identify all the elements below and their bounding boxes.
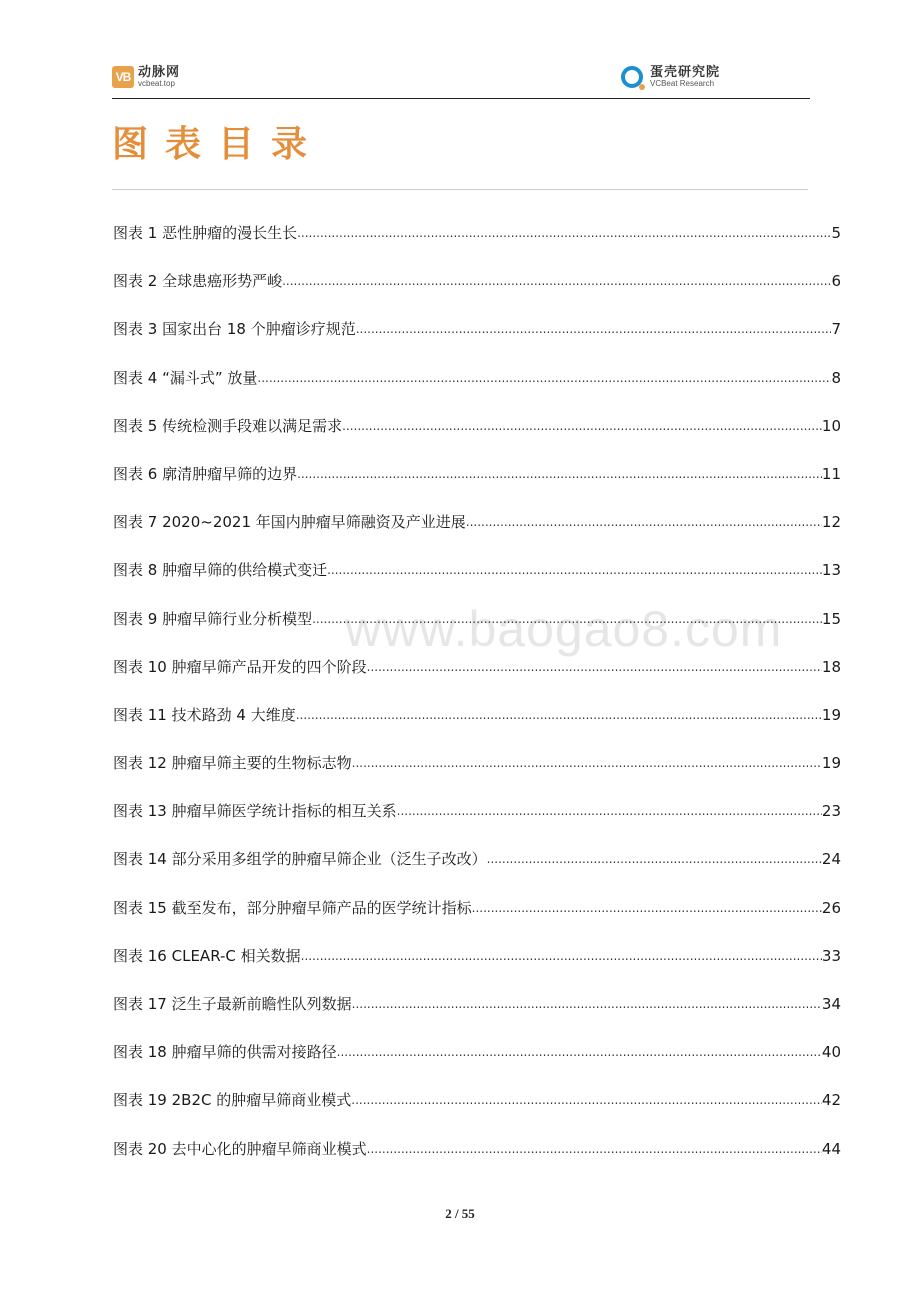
toc-entry[interactable] [113,1089,841,1137]
toc-entry-label: 图表 4 “漏斗式” 放量 [113,368,258,387]
toc-dot-leader [297,222,831,244]
toc-entry-page: 13 [821,561,841,580]
toc-entry-page: 24 [821,850,841,869]
toc-entry-page: 40 [821,1043,841,1062]
toc-entry-label: 图表 2 全球患癌形势严峻 [113,272,283,291]
toc-entry-page: 33 [821,946,841,965]
vb-logo-icon: VB [112,66,134,88]
toc-entry-label: 图表 17 泛生子最新前瞻性队列数据 [113,995,352,1013]
toc-entry-label: 图表 18 肿瘤早筛的供需对接路径 [113,1043,337,1062]
watermark: www.baogao8.com [345,601,783,657]
header-divider [112,98,810,99]
toc-dot-leader [397,800,822,822]
toc-dot-leader [367,656,822,678]
toc-entry-label: 图表 19 2B2C 的肿瘤早筛商业模式 [113,1091,352,1110]
toc-entry-page: 10 [821,416,841,435]
toc-entry[interactable] [113,1138,841,1186]
toc-entry-page: 19 [821,754,841,773]
toc-dot-leader [472,897,822,919]
toc-entry[interactable] [113,608,841,656]
toc-dot-leader [351,1089,822,1111]
toc-entry-label: 图表 3 国家出台 18 个肿瘤诊疗规范 [113,320,356,339]
toc-entry[interactable] [113,559,841,607]
page-header [112,62,810,99]
toc-entry[interactable] [113,897,841,945]
toc-entry-page: 11 [821,464,841,483]
research-logo-icon [621,66,643,88]
toc-entry-label: 图表 6 廓清肿瘤早筛的边界 [113,464,298,483]
toc-entry[interactable] [113,752,841,800]
toc-entry[interactable] [113,270,841,318]
toc-entry-page: 23 [821,802,841,821]
toc-entry-page: 7 [831,320,841,339]
toc-entry-label: 图表 14 部分采用多组学的肿瘤早筛企业（泛生子改改） [113,850,487,869]
toc-dot-leader [342,415,822,437]
toc-dot-leader [282,270,831,292]
toc-entry[interactable] [113,993,841,1041]
toc-entry-label: 图表 7 2020~2021 年国内肿瘤早筛融资及产业进展 [113,513,466,532]
toc-dot-leader [257,367,831,389]
vcbeat-logo-name: 动脉网 [138,65,181,80]
toc-dot-leader [337,1041,822,1063]
toc-dot-leader [296,704,822,726]
toc-entry-label: 图表 12 肿瘤早筛主要的生物标志物 [113,754,352,773]
toc-entry-label: 图表 5 传统检测手段难以满足需求 [113,416,343,435]
toc-entry[interactable] [113,945,841,993]
toc-entry[interactable] [113,463,841,511]
toc-entry-page: 12 [821,513,841,532]
toc-entry[interactable] [113,511,841,559]
toc-entry[interactable] [113,704,841,752]
toc-entry-page: 19 [821,705,841,724]
toc-entry-page: 44 [821,1139,841,1158]
toc-entry[interactable] [113,1041,841,1089]
toc-entry-page: 34 [821,995,841,1013]
toc-entry[interactable] [113,848,841,896]
figure-index-list [113,222,841,1186]
page-title: 图表目录 [112,124,325,165]
toc-entry[interactable] [113,656,841,704]
toc-entry-label: 图表 9 肿瘤早筛行业分析模型 [113,609,313,628]
toc-entry[interactable] [113,318,841,366]
toc-dot-leader [356,318,832,340]
toc-entry-page: 6 [831,272,841,291]
toc-entry[interactable] [113,415,841,463]
toc-entry-label: 图表 13 肿瘤早筛医学统计指标的相互关系 [113,802,397,821]
toc-entry-page: 18 [821,657,841,676]
toc-dot-leader [487,848,822,870]
toc-entry-page: 8 [831,368,841,387]
toc-dot-leader [297,463,822,485]
toc-entry-page: 5 [831,224,841,242]
toc-entry[interactable] [113,367,841,415]
toc-dot-leader [352,752,822,774]
toc-entry-page: 42 [821,1091,841,1110]
toc-dot-leader [327,559,822,581]
toc-entry-label: 图表 16 CLEAR-C 相关数据 [113,946,301,965]
toc-entry-page: 15 [821,609,841,628]
research-logo-name: 蛋壳研究院 [649,65,720,80]
toc-entry-label: 图表 8 肿瘤早筛的供给模式变迁 [113,561,328,580]
toc-dot-leader [352,993,822,1015]
vcbeat-logo-url: vcbeat.top [138,79,175,88]
toc-entry-label: 图表 1 恶性肿瘤的漫长生长 [113,224,298,242]
vcbeat-logo [112,66,180,88]
toc-dot-leader [367,1138,822,1160]
toc-entry-page: 26 [821,898,841,917]
toc-entry[interactable] [113,800,841,848]
toc-dot-leader [466,511,822,533]
toc-entry-label: 图表 15 截至发布，部分肿瘤早筛产品的医学统计指标 [113,898,472,917]
toc-entry-label: 图表 11 技术路劲 4 大维度 [113,705,296,724]
toc-dot-leader [301,945,822,967]
page-indicator: 2 / 55 [445,1206,475,1221]
toc-entry-label: 图表 10 肿瘤早筛产品开发的四个阶段 [113,657,367,676]
toc-dot-leader [312,608,822,630]
research-logo-subtitle: VCBeat Research [649,79,715,88]
toc-entry-label: 图表 20 去中心化的肿瘤早筛商业模式 [113,1139,367,1158]
toc-entry[interactable] [113,222,841,270]
vcbeat-research-logo [621,66,720,88]
title-divider [112,189,808,190]
